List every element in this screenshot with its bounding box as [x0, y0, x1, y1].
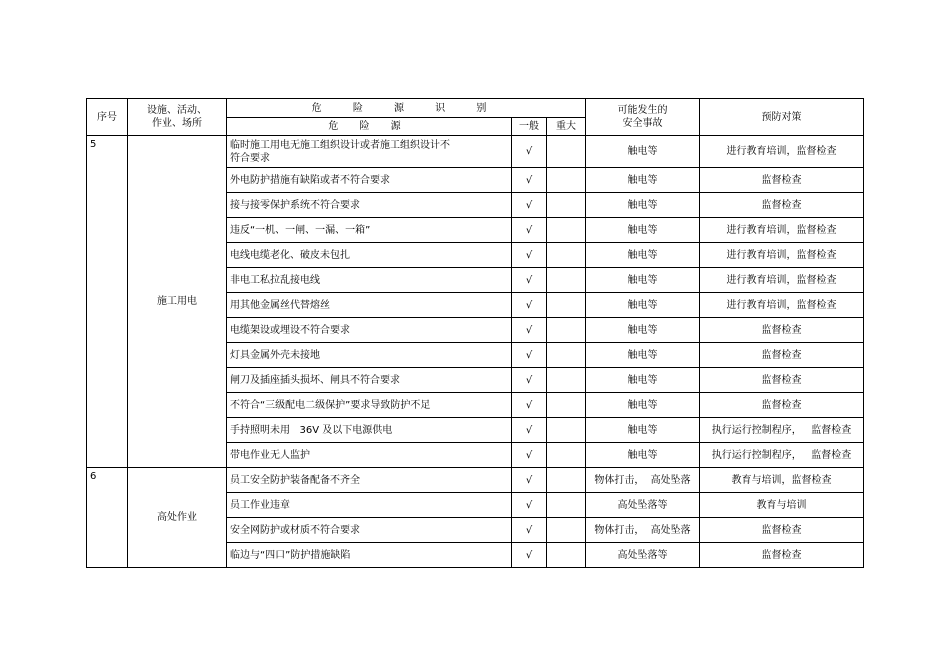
hazard-cell [227, 493, 512, 518]
general-cell: √ [512, 518, 547, 543]
measures-cell: 监督检查 [700, 343, 864, 368]
major-cell [547, 293, 586, 318]
major-cell [547, 193, 586, 218]
general-cell: √ [512, 468, 547, 493]
major-cell [547, 368, 586, 393]
hazard-cell [227, 318, 512, 343]
accident-cell: 物体打击， 高处坠落 [586, 518, 700, 543]
major-cell [547, 543, 586, 568]
measures-cell: 执行运行控制程序， 监督检查 [700, 443, 864, 468]
accident-cell: 触电等 [586, 218, 700, 243]
hazard-cell [227, 268, 512, 293]
accident-cell: 触电等 [586, 393, 700, 418]
header-facility-line-1: 设施、活动、 [147, 105, 207, 116]
measures-cell: 监督检查 [700, 193, 864, 218]
major-cell [547, 518, 586, 543]
hazard-line: 外电防护措施有缺陷或者不符合要求 [230, 174, 390, 186]
header-row-1 [87, 99, 864, 118]
hazard-line: 符合要求 [230, 152, 270, 164]
hazard-cell [227, 368, 512, 393]
measures-cell: 教育与培训 [700, 493, 864, 518]
group-facility: 施工用电 [128, 136, 227, 468]
major-cell [547, 343, 586, 368]
hazard-cell [227, 518, 512, 543]
general-cell: √ [512, 168, 547, 193]
header-accident [586, 99, 700, 136]
general-cell: √ [512, 343, 547, 368]
general-cell: √ [512, 243, 547, 268]
header-general: 一般 [512, 118, 547, 136]
hazard-cell [227, 443, 512, 468]
header-major: 重大 [547, 118, 586, 136]
hazard-cell [227, 293, 512, 318]
general-cell: √ [512, 493, 547, 518]
measures-cell: 监督检查 [700, 368, 864, 393]
major-cell [547, 393, 586, 418]
header-measures: 预防对策 [700, 99, 864, 136]
hazard-line: 电线电缆老化、破皮未包扎 [230, 249, 350, 261]
hazard-line: 安全网防护或材质不符合要求 [230, 524, 360, 536]
general-cell: √ [512, 193, 547, 218]
group-number: 5 [87, 136, 128, 468]
header-seq: 序号 [87, 99, 128, 136]
hazard-line: 临边与“四口”防护措施缺陷 [230, 549, 351, 561]
hazard-line: 不符合“三级配电二级保护”要求导致防护不足 [230, 399, 431, 411]
measures-cell: 进行教育培训，监督检查 [700, 136, 864, 168]
accident-cell: 触电等 [586, 136, 700, 168]
major-cell [547, 136, 586, 168]
group-number: 6 [87, 468, 128, 568]
hazard-line: 手持照明未用 36V 及以下电源供电 [230, 424, 393, 436]
accident-cell: 触电等 [586, 293, 700, 318]
accident-cell: 触电等 [586, 443, 700, 468]
accident-cell: 触电等 [586, 318, 700, 343]
major-cell [547, 218, 586, 243]
hazard-cell [227, 136, 512, 168]
hazard-identification-table [86, 98, 864, 568]
accident-cell: 触电等 [586, 193, 700, 218]
header-hazard-identification: 危 险 源 识 别 [227, 99, 586, 118]
accident-cell: 高处坠落等 [586, 543, 700, 568]
major-cell [547, 468, 586, 493]
major-cell [547, 418, 586, 443]
general-cell: √ [512, 393, 547, 418]
measures-cell: 进行教育培训，监督检查 [700, 268, 864, 293]
general-cell: √ [512, 218, 547, 243]
accident-cell: 触电等 [586, 268, 700, 293]
hazard-cell [227, 193, 512, 218]
major-cell [547, 243, 586, 268]
accident-cell: 高处坠落等 [586, 493, 700, 518]
hazard-line: 闸刀及插座插头损坏、闸具不符合要求 [230, 374, 400, 386]
hazard-line: 临时施工用电无施工组织设计或者施工组织设计不 [230, 139, 450, 151]
measures-cell: 监督检查 [700, 543, 864, 568]
header-facility-line-2: 作业、场所 [152, 118, 202, 129]
general-cell: √ [512, 268, 547, 293]
hazard-cell [227, 343, 512, 368]
hazard-cell [227, 218, 512, 243]
measures-cell: 监督检查 [700, 168, 864, 193]
header-accident-line-2: 安全事故 [622, 118, 663, 129]
hazard-cell [227, 543, 512, 568]
header-accident-line-1: 可能发生的 [617, 105, 668, 116]
hazard-line: 员工作业违章 [230, 499, 290, 511]
header-facility [128, 99, 227, 136]
major-cell [547, 493, 586, 518]
measures-cell: 教育与培训，监督检查 [700, 468, 864, 493]
table-row [87, 136, 864, 168]
hazard-cell [227, 393, 512, 418]
measures-cell: 进行教育培训，监督检查 [700, 243, 864, 268]
hazard-line: 电缆架设或埋设不符合要求 [230, 324, 350, 336]
group-facility: 高处作业 [128, 468, 227, 568]
measures-cell: 进行教育培训，监督检查 [700, 293, 864, 318]
hazard-line: 带电作业无人监护 [230, 449, 310, 461]
major-cell [547, 168, 586, 193]
major-cell [547, 318, 586, 343]
header-hazard: 危 险 源 [227, 118, 512, 136]
general-cell: √ [512, 318, 547, 343]
hazard-cell [227, 418, 512, 443]
hazard-line: 员工安全防护装备配备不齐全 [230, 474, 360, 486]
hazard-line: 用其他金属丝代替熔丝 [230, 299, 330, 311]
hazard-line: 非电工私拉乱接电线 [230, 274, 320, 286]
general-cell: √ [512, 418, 547, 443]
measures-cell: 进行教育培训，监督检查 [700, 218, 864, 243]
hazard-line: 灯具金属外壳未接地 [230, 349, 320, 361]
table-row [87, 468, 864, 493]
hazard-cell [227, 243, 512, 268]
accident-cell: 触电等 [586, 243, 700, 268]
accident-cell: 触电等 [586, 343, 700, 368]
accident-cell: 触电等 [586, 368, 700, 393]
measures-cell: 执行运行控制程序， 监督检查 [700, 418, 864, 443]
measures-cell: 监督检查 [700, 393, 864, 418]
general-cell: √ [512, 136, 547, 168]
major-cell [547, 443, 586, 468]
hazard-line: 违反“一机、一闸、一漏、一箱” [230, 224, 371, 236]
accident-cell: 触电等 [586, 418, 700, 443]
measures-cell: 监督检查 [700, 318, 864, 343]
general-cell: √ [512, 293, 547, 318]
general-cell: √ [512, 443, 547, 468]
hazard-cell [227, 468, 512, 493]
hazard-line: 接与接零保护系统不符合要求 [230, 199, 360, 211]
accident-cell: 物体打击， 高处坠落 [586, 468, 700, 493]
measures-cell: 监督检查 [700, 518, 864, 543]
hazard-cell [227, 168, 512, 193]
accident-cell: 触电等 [586, 168, 700, 193]
major-cell [547, 268, 586, 293]
general-cell: √ [512, 368, 547, 393]
general-cell: √ [512, 543, 547, 568]
